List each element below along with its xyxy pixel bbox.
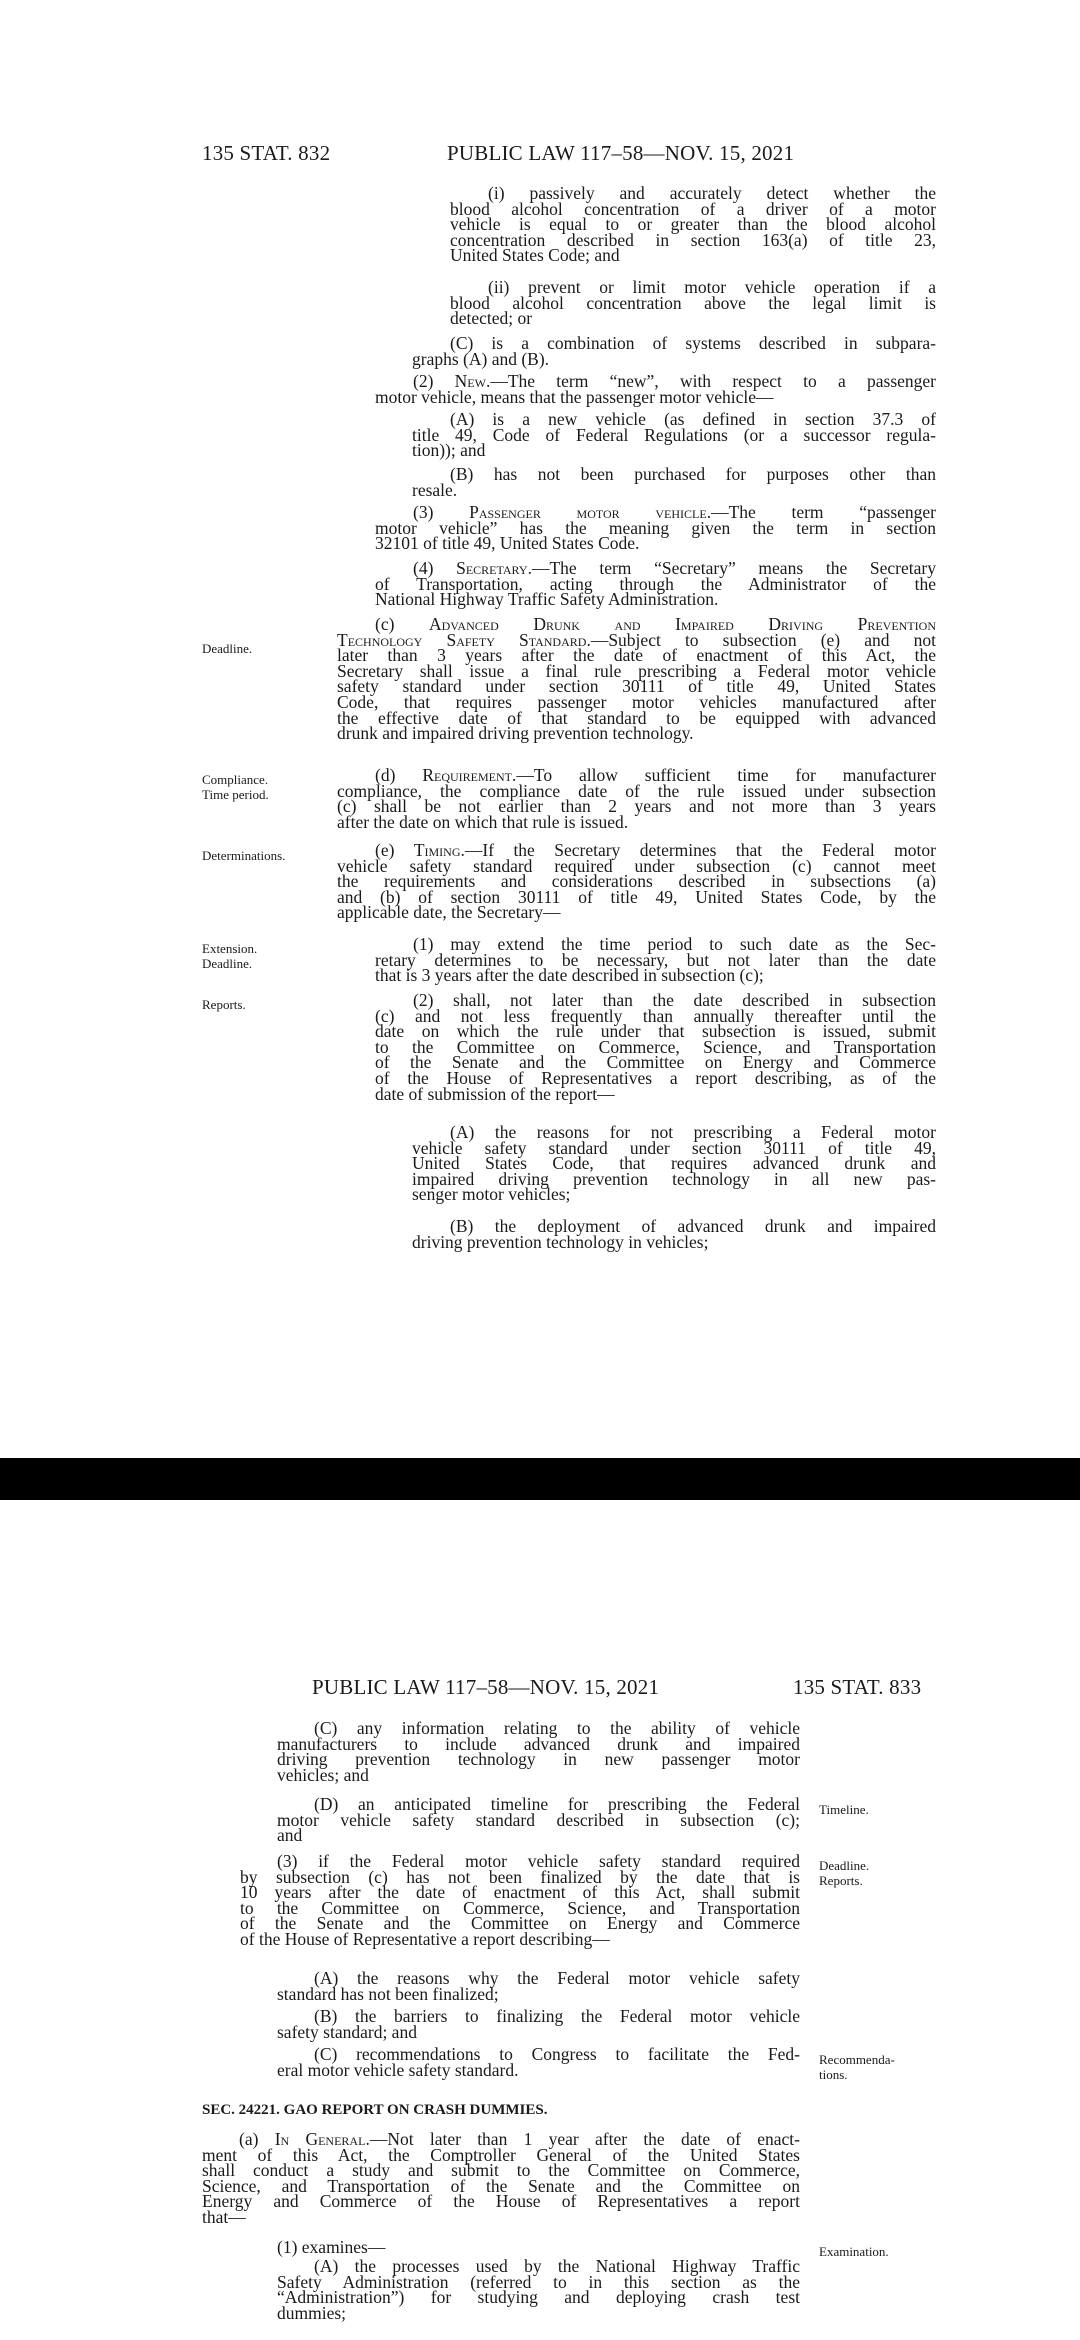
margin-note-extension: Extension. [202,941,258,956]
text-line: applicable date, the Secretary— [337,902,561,923]
text-line: to the Committee on Commerce, Science, and Transportation [375,1036,936,1057]
text-line: blood alcohol concentration above the legal limit is [450,292,936,313]
text-line: .—If the Secretary determines that the Federal motor [460,840,936,860]
text-line: (C) recommendations to Congress to facilitate the Fed- [314,2044,800,2064]
document-page-833 [0,1500,1080,2340]
text-line: vehicle safety standard required under subsection (c) cannot meet [337,855,936,876]
paragraph-3B [277,2006,800,2042]
text-line: resale. [412,479,458,500]
text-line: .—The term “new”, with respect to a passenger [485,371,937,391]
text-line: (2) shall, not later than the date described in subsection [413,990,936,1010]
text-line: of the House of Representatives a report describing, as of the [375,1067,936,1088]
paragraph-3A [277,1968,800,2004]
text-line: later than 3 years after the date of enactment of this Act, the [337,645,936,666]
text-line: (C) is a combination of systems described in subpara- [450,333,936,353]
margin-note-examination: Examination. [819,2244,889,2259]
text-line: United States Code, that requires advanced drunk and [412,1153,936,1174]
paragraph-1-examines [240,2237,800,2257]
paragraph-2D [277,1794,800,1846]
text-line: vehicle safety standard under section 30111 of title 49, [412,1137,936,1158]
text-line: concentration described in section 163(a) of title 23, [450,229,936,250]
para-num: (4) [413,558,457,578]
defined-term: Technology Safety Standard [337,629,587,650]
text-line: motor vehicle, means that the passenger motor vehicle— [375,386,774,407]
defined-term: Advanced Drunk and Impaired Driving Prevention [429,614,936,634]
paragraph-2B [412,464,936,500]
text-line: title 49, Code of Federal Regulations (or a successor regula- [412,424,936,445]
text-line: .—Subject to subsection (e) and not [586,629,936,650]
text-line: (B) the barriers to finalizing the Federal motor vehicle [314,2006,800,2026]
text-line: that is 3 years after the date described in subsection (c); [375,965,764,986]
running-header: PUBLIC LAW 117–58—NOV. 15, 2021 [447,141,795,165]
margin-note-time-period: Time period. [202,787,269,802]
paragraph-e1 [375,934,936,986]
text-line: (A) the processes used by the National Highway Traffic [314,2256,800,2276]
text-line: of Transportation, acting through the Administrator of the [375,573,936,594]
text-line: vehicle is equal to or greater than the blood alcohol [450,214,936,235]
text-line: driving prevention technology in vehicles; [412,1231,709,1252]
text-line: (i) passively and accurately detect whether the [488,183,936,203]
margin-note-recommendations: Recommenda- [819,2052,895,2067]
text-line: date of submission of the report— [375,1083,615,1104]
text-line: (c) shall be not earlier than 2 years and not more than 3 years [337,796,936,817]
paragraph-d [337,765,937,832]
text-line: that— [202,2206,246,2227]
margin-note-reports: Reports. [202,997,246,1012]
text-line: Safety Administration (referred to in this section as the [277,2271,800,2292]
margin-note-recommendations-2: tions. [819,2067,848,2082]
text-line: graphs (A) and (B). [412,348,550,369]
text-line: (1) examines— [277,2237,386,2257]
page-separator-bar [0,1458,1080,1500]
text-line: (C) any information relating to the ability of vehicle [314,1718,800,1738]
text-line: (D) an anticipated timeline for prescribing the Federal [314,1794,800,1814]
defined-term: Secretary [456,558,528,578]
paragraph-a [202,2129,800,2227]
text-line: by subsection (c) has not been finalized by the date that is [240,1866,800,1887]
text-line: eral motor vehicle safety standard. [277,2059,519,2080]
text-line: of the House of Representative a report describing— [240,1928,610,1949]
text-line: .—The term “Secretary” means the Secretary [527,558,936,578]
margin-note-deadline: Deadline. [202,641,253,656]
defined-term: In General [274,2129,366,2149]
para-num: (a) [239,2129,275,2149]
text-line: and [277,1825,303,1846]
text-line: detected; or [450,308,533,329]
defined-term: Passenger motor vehicle [469,502,707,522]
text-line: 10 years after the date of enactment of this Act, shall submit [240,1882,800,1903]
text-line: date on which the rule under that subsection is issued, submit [375,1021,936,1042]
text-line: safety standard; and [277,2021,417,2042]
text-line: Code, that requires passenger motor vehicles manufactured after [337,691,936,712]
paragraph-3C [277,2044,800,2080]
paragraph-2A [412,409,936,461]
text-line: (A) is a new vehicle (as defined in section 37.3 of [450,409,936,429]
text-line: after the date on which that rule is issued. [337,811,629,832]
text-line: to the Committee on Commerce, Science, and Transportation [240,1897,800,1918]
text-line: drunk and impaired driving prevention technology. [337,723,694,744]
paragraph-e2 [375,990,936,1104]
text-line: .—To allow sufficient time for manufacturer [511,765,937,785]
text-line: of the Senate and the Committee on Energy and Commerce [375,1052,936,1073]
text-line: driving prevention technology in new passenger motor [277,1749,800,1770]
paragraph-e2B [412,1216,936,1252]
text-line: motor vehicle safety standard described in subsection (c); [277,1809,800,1830]
text-line: vehicles; and [277,1764,369,1785]
paragraph-ii [450,277,936,329]
text-line: and (b) of section 30111 of title 49, United States Code, by the [337,886,936,907]
para-num: (d) [375,765,423,785]
text-line: senger motor vehicles; [412,1184,571,1205]
text-line: National Highway Traffic Safety Administration. [375,589,719,610]
text-line: .—The term “passenger [706,502,936,522]
running-header: PUBLIC LAW 117–58—NOV. 15, 2021 [312,1675,660,1699]
paragraph-i [450,183,936,266]
text-line: the requirements and considerations described in subsections (a) [337,871,936,892]
text-line: impaired driving prevention technology in all new pas- [412,1168,936,1189]
text-line: motor vehicle” has the meaning given the term in section [375,517,936,538]
margin-note-reports: Reports. [819,1873,863,1888]
text-line: shall conduct a study and submit to the Committee on Commerce, [202,2160,800,2181]
section-heading: SEC. 24221. GAO REPORT ON CRASH DUMMIES. [202,2102,548,2118]
text-line: standard has not been finalized; [277,1983,499,2004]
text-line: blood alcohol concentration of a driver of a motor [450,198,936,219]
text-line: (ii) prevent or limit motor vehicle operation if a [488,277,936,297]
text-line: 32101 of title 49, United States Code. [375,533,640,554]
text-line: tion)); and [412,440,486,461]
margin-note-deadline: Deadline. [819,1858,870,1873]
margin-note-timeline: Timeline. [819,1802,869,1817]
paragraph-C [412,333,936,369]
text-line: (3) if the Federal motor vehicle safety standard required [277,1851,800,1871]
margin-note-compliance: Compliance. [202,772,269,787]
text-line: (B) the deployment of advanced drunk and impaired [450,1216,936,1236]
text-line: United States Code; and [450,245,620,266]
text-line: Science, and Transportation of the Senate and the Committee on [202,2175,800,2196]
text-line: “Administration”) for studying and deploying crash test [277,2287,800,2308]
text-line: manufacturers to include advanced drunk and impaired [277,1733,800,1754]
text-line: (A) the reasons for not prescribing a Federal motor [450,1122,936,1142]
margin-note-deadline-2: Deadline. [202,956,253,971]
para-num: (3) [413,502,470,522]
para-num: (e) [375,840,414,860]
para-num: (2) [413,371,455,391]
paragraph-e [337,840,936,923]
text-line: safety standard under section 30111 of title 49, United States [337,676,936,697]
paragraph-1A [277,2256,800,2323]
text-line: of the Senate and the Committee on Energy and Commerce [240,1913,800,1934]
text-line: retary determines to be necessary, but not later than the date [375,949,936,970]
paragraph-e2A [412,1122,936,1205]
text-line: dummies; [277,2302,347,2323]
text-line: (1) may extend the time period to such date as the Sec- [413,934,936,954]
text-line: (A) the reasons why the Federal motor vehicle safety [314,1968,800,1988]
text-line: .—Not later than 1 year after the date of enact- [365,2129,800,2149]
defined-term: New [454,371,486,391]
text-line: Energy and Commerce of the House of Representatives a report [202,2191,800,2212]
paragraph-c [337,614,936,744]
paragraph-2C [277,1718,800,1785]
text-line: the effective date of that standard to be equipped with advanced [337,707,936,728]
paragraph-3-report [240,1851,800,1949]
paragraph-3 [375,502,936,554]
margin-note-determinations: Determinations. [202,848,286,863]
text-line: (c) and not less frequently than annually thereafter until the [375,1005,936,1026]
defined-term: Requirement [422,765,512,785]
page-number-header: 135 STAT. 833 [793,1675,922,1699]
para-num: (c) [375,614,429,634]
text-line: (B) has not been purchased for purposes other than [450,464,936,484]
defined-term: Timing [413,840,461,860]
paragraph-2-new [375,371,937,407]
text-line: Secretary shall issue a final rule prescribing a Federal motor vehicle [337,660,936,681]
text-line: ment of this Act, the Comptroller General of the United States [202,2144,800,2165]
paragraph-4 [375,558,936,610]
text-line: compliance, the compliance date of the rule issued under subsection [337,780,936,801]
page-number-header: 135 STAT. 832 [202,141,331,165]
